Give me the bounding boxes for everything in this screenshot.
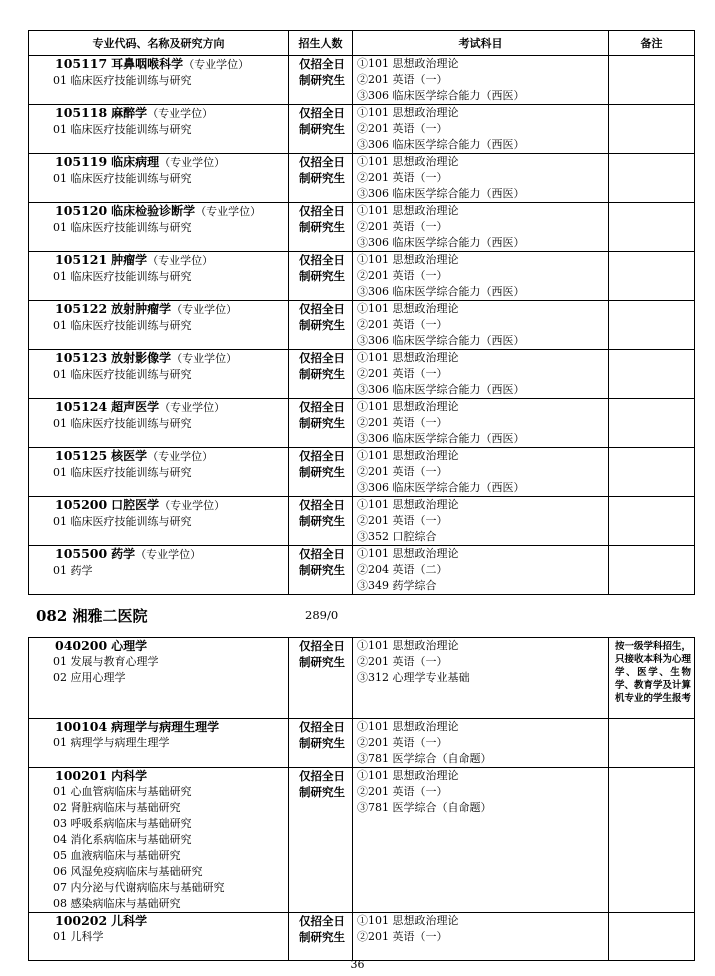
exam-subjects-cell: [353, 719, 609, 768]
research-direction: 08 感染病临床与基础研究: [53, 897, 181, 910]
exam-subject: ①101 思想政治理论: [357, 769, 459, 782]
remarks-cell: [609, 301, 695, 350]
exam-subjects-cell: [353, 638, 609, 719]
exam-subjects-cell: [353, 768, 609, 913]
research-direction: 01 临床医疗技能训练与研究: [53, 270, 192, 283]
research-direction: 07 内分泌与代谢病临床与基础研究: [53, 881, 225, 894]
header-major: 专业代码、名称及研究方向: [29, 31, 289, 56]
remarks-cell: [609, 154, 695, 203]
exam-subjects-cell: [353, 350, 609, 399]
exam-subject: ②201 英语（一）: [357, 269, 448, 282]
admission-type: 制研究生: [299, 736, 345, 750]
remarks-cell: [609, 913, 695, 961]
major-cell: [29, 913, 289, 961]
exam-subjects-cell: [353, 448, 609, 497]
major-cell: [29, 719, 289, 768]
major-name: 药学: [111, 547, 136, 561]
table-header-row: [29, 31, 695, 56]
admission-type: 仅招全日: [299, 720, 345, 734]
research-direction: 02 应用心理学: [53, 671, 126, 684]
admission-type: 制研究生: [299, 416, 345, 430]
header-exam-subjects: 考试科目: [353, 31, 609, 56]
exam-subject: ①101 思想政治理论: [357, 639, 459, 652]
exam-subject: ①101 思想政治理论: [357, 302, 459, 315]
exam-subject: ③306 临床医学综合能力（西医）: [357, 481, 525, 494]
degree-type: （专业学位）: [183, 58, 250, 71]
admission-type: 制研究生: [299, 465, 345, 479]
research-direction: 01 临床医疗技能训练与研究: [53, 74, 192, 87]
exam-subject: ③306 临床医学综合能力（西医）: [357, 187, 525, 200]
admission-type: 仅招全日: [299, 351, 345, 365]
major-title: [29, 719, 288, 735]
exam-subject: ①101 思想政治理论: [357, 914, 459, 927]
table-row: [29, 768, 695, 913]
major-title: [29, 638, 288, 654]
research-direction: 01 临床医疗技能训练与研究: [53, 368, 192, 381]
admission-type: 制研究生: [299, 514, 345, 528]
exam-subject: ①101 思想政治理论: [357, 204, 459, 217]
major-code: 105200: [55, 497, 108, 512]
enrollment-cell: [289, 448, 353, 497]
exam-subject: ②201 英语（一）: [357, 367, 448, 380]
exam-subjects-cell: [353, 399, 609, 448]
admission-type: 仅招全日: [299, 106, 345, 120]
table-row: [29, 638, 695, 719]
research-direction: 01 临床医疗技能训练与研究: [53, 319, 192, 332]
major-name: 儿科学: [111, 914, 148, 928]
exam-subject: ③306 临床医学综合能力（西医）: [357, 432, 525, 445]
enrollment-cell: [289, 913, 353, 961]
exam-subject: ②201 英语（一）: [357, 318, 448, 331]
research-direction: 01 药学: [53, 564, 93, 577]
major-name: 临床检验诊断学: [111, 204, 196, 218]
exam-subject: ②201 英语（一）: [357, 73, 448, 86]
major-name: 核医学: [111, 449, 148, 463]
exam-subjects-cell: [353, 154, 609, 203]
enrollment-cell: [289, 399, 353, 448]
exam-subjects-cell: [353, 105, 609, 154]
exam-subjects-cell: [353, 301, 609, 350]
major-title: [29, 546, 288, 563]
major-cell: [29, 105, 289, 154]
degree-type: （专业学位）: [171, 352, 238, 365]
table-row: [29, 497, 695, 546]
degree-type: （专业学位）: [135, 548, 202, 561]
admission-type: 制研究生: [299, 563, 345, 577]
admission-type: 制研究生: [299, 655, 345, 669]
exam-subjects-cell: [353, 252, 609, 301]
research-direction: 01 发展与教育心理学: [53, 655, 159, 668]
exam-subject: ③306 临床医学综合能力（西医）: [357, 334, 525, 347]
major-title: [29, 203, 288, 220]
exam-subject: ①101 思想政治理论: [357, 720, 459, 733]
major-code: 105118: [55, 105, 108, 120]
major-cell: [29, 301, 289, 350]
exam-subject: ③306 临床医学综合能力（西医）: [357, 383, 525, 396]
research-direction: 01 临床医疗技能训练与研究: [53, 417, 192, 430]
remark-text: 按一级学科招生，只接收本科为心理学、医学、生物学、教育学及计算机专业的学生报考: [615, 641, 692, 704]
research-direction: 01 心血管病临床与基础研究: [53, 785, 192, 798]
table-row: [29, 154, 695, 203]
research-direction: 06 风湿免疫病临床与基础研究: [53, 865, 203, 878]
table-row: [29, 203, 695, 252]
exam-subject: ①101 思想政治理论: [357, 449, 459, 462]
enrollment-cell: [289, 252, 353, 301]
major-name: 放射影像学: [111, 351, 172, 365]
degree-type: （专业学位）: [147, 450, 214, 463]
major-code: 105120: [55, 203, 108, 218]
research-direction: 01 临床医疗技能训练与研究: [53, 221, 192, 234]
major-name: 心理学: [111, 639, 148, 653]
table-row: [29, 399, 695, 448]
remarks-cell: [609, 719, 695, 768]
major-title: [29, 56, 288, 73]
major-code: 105121: [55, 252, 108, 267]
exam-subject: ③781 医学综合（自命题）: [357, 752, 492, 765]
major-code: 040200: [55, 638, 108, 653]
major-code: 105123: [55, 350, 108, 365]
exam-subject: ①101 思想政治理论: [357, 547, 459, 560]
enrollment-cell: [289, 105, 353, 154]
exam-subject: ③306 临床医学综合能力（西医）: [357, 89, 525, 102]
major-cell: [29, 768, 289, 913]
header-enrollment: 招生人数: [289, 31, 353, 56]
degree-type: （专业学位）: [147, 254, 214, 267]
major-cell: [29, 448, 289, 497]
exam-subject: ②201 英语（一）: [357, 416, 448, 429]
major-title: [29, 768, 288, 784]
major-code: 105122: [55, 301, 108, 316]
exam-subjects-cell: [353, 56, 609, 105]
exam-subject: ①101 思想政治理论: [357, 106, 459, 119]
research-direction: 03 呼吸系病临床与基础研究: [53, 817, 192, 830]
research-direction: 01 临床医疗技能训练与研究: [53, 515, 192, 528]
department-quota: 289/0: [305, 608, 339, 622]
table-row: [29, 301, 695, 350]
enrollment-cell: [289, 350, 353, 399]
enrollment-cell: [289, 56, 353, 105]
major-title: [29, 497, 288, 514]
exam-subject: ③306 临床医学综合能力（西医）: [357, 138, 525, 151]
table-row: [29, 56, 695, 105]
research-direction: 02 肾脏病临床与基础研究: [53, 801, 181, 814]
table-row: [29, 105, 695, 154]
exam-subject: ②201 英语（一）: [357, 220, 448, 233]
exam-subject: ③352 口腔综合: [357, 530, 437, 543]
major-code: 100202: [55, 913, 108, 928]
enrollment-cell: [289, 768, 353, 913]
major-cell: [29, 546, 289, 595]
exam-subject: ③349 药学综合: [357, 579, 437, 592]
remarks-cell: [609, 252, 695, 301]
exam-subject: ①101 思想政治理论: [357, 351, 459, 364]
department-heading: [36, 605, 148, 626]
major-code: 100104: [55, 719, 108, 734]
table-row: [29, 913, 695, 961]
major-code: 105119: [55, 154, 108, 169]
exam-subjects-cell: [353, 913, 609, 961]
exam-subject: ③306 临床医学综合能力（西医）: [357, 285, 525, 298]
enrollment-cell: [289, 203, 353, 252]
major-code: 100201: [55, 768, 108, 783]
exam-subjects-cell: [353, 497, 609, 546]
enrollment-cell: [289, 719, 353, 768]
admissions-table-top: [28, 30, 695, 595]
admission-type: 仅招全日: [299, 769, 345, 783]
remarks-cell: [609, 497, 695, 546]
major-name: 内科学: [111, 769, 148, 783]
exam-subject: ②201 英语（一）: [357, 122, 448, 135]
major-cell: [29, 350, 289, 399]
department-code: 082: [36, 607, 68, 625]
admission-type: 制研究生: [299, 785, 345, 799]
exam-subject: ③312 心理学专业基础: [357, 671, 470, 684]
remarks-cell: [609, 448, 695, 497]
exam-subject: ①101 思想政治理论: [357, 155, 459, 168]
major-cell: [29, 154, 289, 203]
major-title: [29, 399, 288, 416]
research-direction: 05 血液病临床与基础研究: [53, 849, 181, 862]
major-code: 105125: [55, 448, 108, 463]
major-name: 临床病理: [111, 155, 160, 169]
major-name: 肿瘤学: [111, 253, 148, 267]
research-direction: 04 消化系病临床与基础研究: [53, 833, 192, 846]
admission-type: 仅招全日: [299, 498, 345, 512]
degree-type: （专业学位）: [159, 401, 226, 414]
enrollment-cell: [289, 301, 353, 350]
major-name: 麻醉学: [111, 106, 148, 120]
admission-type: 仅招全日: [299, 57, 345, 71]
table-row: [29, 350, 695, 399]
major-cell: [29, 497, 289, 546]
enrollment-cell: [289, 546, 353, 595]
admission-type: 仅招全日: [299, 547, 345, 561]
major-cell: [29, 252, 289, 301]
major-cell: [29, 399, 289, 448]
degree-type: （专业学位）: [195, 205, 262, 218]
research-direction: 01 临床医疗技能训练与研究: [53, 172, 192, 185]
enrollment-cell: [289, 497, 353, 546]
major-title: [29, 301, 288, 318]
exam-subjects-cell: [353, 203, 609, 252]
remarks-cell: [609, 350, 695, 399]
major-code: 105117: [55, 56, 108, 71]
exam-subject: ②201 英语（一）: [357, 171, 448, 184]
table-row: [29, 448, 695, 497]
header-remarks: 备注: [609, 31, 695, 56]
major-name: 病理学与病理生理学: [111, 720, 220, 734]
admission-type: 仅招全日: [299, 204, 345, 218]
admission-type: 制研究生: [299, 73, 345, 87]
exam-subjects-cell: [353, 546, 609, 595]
admission-type: 制研究生: [299, 318, 345, 332]
exam-subject: ③781 医学综合（自命题）: [357, 801, 492, 814]
table-row: [29, 719, 695, 768]
remarks-cell: [609, 56, 695, 105]
admission-type: 制研究生: [299, 122, 345, 136]
admission-type: 仅招全日: [299, 253, 345, 267]
research-direction: 01 病理学与病理生理学: [53, 736, 170, 749]
page-number: 36: [350, 958, 365, 971]
major-title: [29, 448, 288, 465]
exam-subject: ①101 思想政治理论: [357, 498, 459, 511]
table-row: [29, 546, 695, 595]
exam-subject: ②201 英语（一）: [357, 930, 448, 943]
major-title: [29, 913, 288, 929]
research-direction: 01 临床医疗技能训练与研究: [53, 466, 192, 479]
research-direction: 01 临床医疗技能训练与研究: [53, 123, 192, 136]
major-code: 105124: [55, 399, 108, 414]
major-name: 耳鼻咽喉科学: [111, 57, 184, 71]
exam-subject: ②201 英语（一）: [357, 785, 448, 798]
remarks-cell: [609, 546, 695, 595]
exam-subject: ②201 英语（一）: [357, 465, 448, 478]
admission-type: 制研究生: [299, 171, 345, 185]
admission-type: 仅招全日: [299, 639, 345, 653]
exam-subject: ①101 思想政治理论: [357, 253, 459, 266]
major-cell: [29, 203, 289, 252]
exam-subject: ②201 英语（一）: [357, 736, 448, 749]
exam-subject: ②201 英语（一）: [357, 655, 448, 668]
exam-subject: ①101 思想政治理论: [357, 57, 459, 70]
exam-subject: ①101 思想政治理论: [357, 400, 459, 413]
admission-type: 仅招全日: [299, 449, 345, 463]
remarks-cell: [609, 399, 695, 448]
table-row: [29, 252, 695, 301]
admission-type: 仅招全日: [299, 302, 345, 316]
remarks-cell: [609, 105, 695, 154]
degree-type: （专业学位）: [159, 156, 226, 169]
degree-type: （专业学位）: [159, 499, 226, 512]
admission-type: 仅招全日: [299, 155, 345, 169]
major-name: 放射肿瘤学: [111, 302, 172, 316]
exam-subject: ③306 临床医学综合能力（西医）: [357, 236, 525, 249]
admission-type: 仅招全日: [299, 914, 345, 928]
remarks-cell: [609, 203, 695, 252]
exam-subject: ②201 英语（一）: [357, 514, 448, 527]
major-name: 口腔医学: [111, 498, 160, 512]
major-title: [29, 350, 288, 367]
enrollment-cell: [289, 154, 353, 203]
major-name: 超声医学: [111, 400, 160, 414]
major-title: [29, 105, 288, 122]
major-cell: [29, 638, 289, 719]
admission-type: 制研究生: [299, 269, 345, 283]
major-title: [29, 154, 288, 171]
major-cell: [29, 56, 289, 105]
remarks-cell: [609, 768, 695, 913]
admissions-table-bottom: [28, 637, 695, 961]
admission-type: 制研究生: [299, 930, 345, 944]
remarks-cell: [609, 638, 695, 719]
major-title: [29, 252, 288, 269]
major-code: 105500: [55, 546, 108, 561]
admission-type: 制研究生: [299, 220, 345, 234]
enrollment-cell: [289, 638, 353, 719]
department-name: 湘雅二医院: [72, 607, 148, 625]
admission-type: 仅招全日: [299, 400, 345, 414]
exam-subject: ②204 英语（二）: [357, 563, 448, 576]
degree-type: （专业学位）: [171, 303, 238, 316]
admission-type: 制研究生: [299, 367, 345, 381]
research-direction: 01 儿科学: [53, 930, 104, 943]
degree-type: （专业学位）: [147, 107, 214, 120]
